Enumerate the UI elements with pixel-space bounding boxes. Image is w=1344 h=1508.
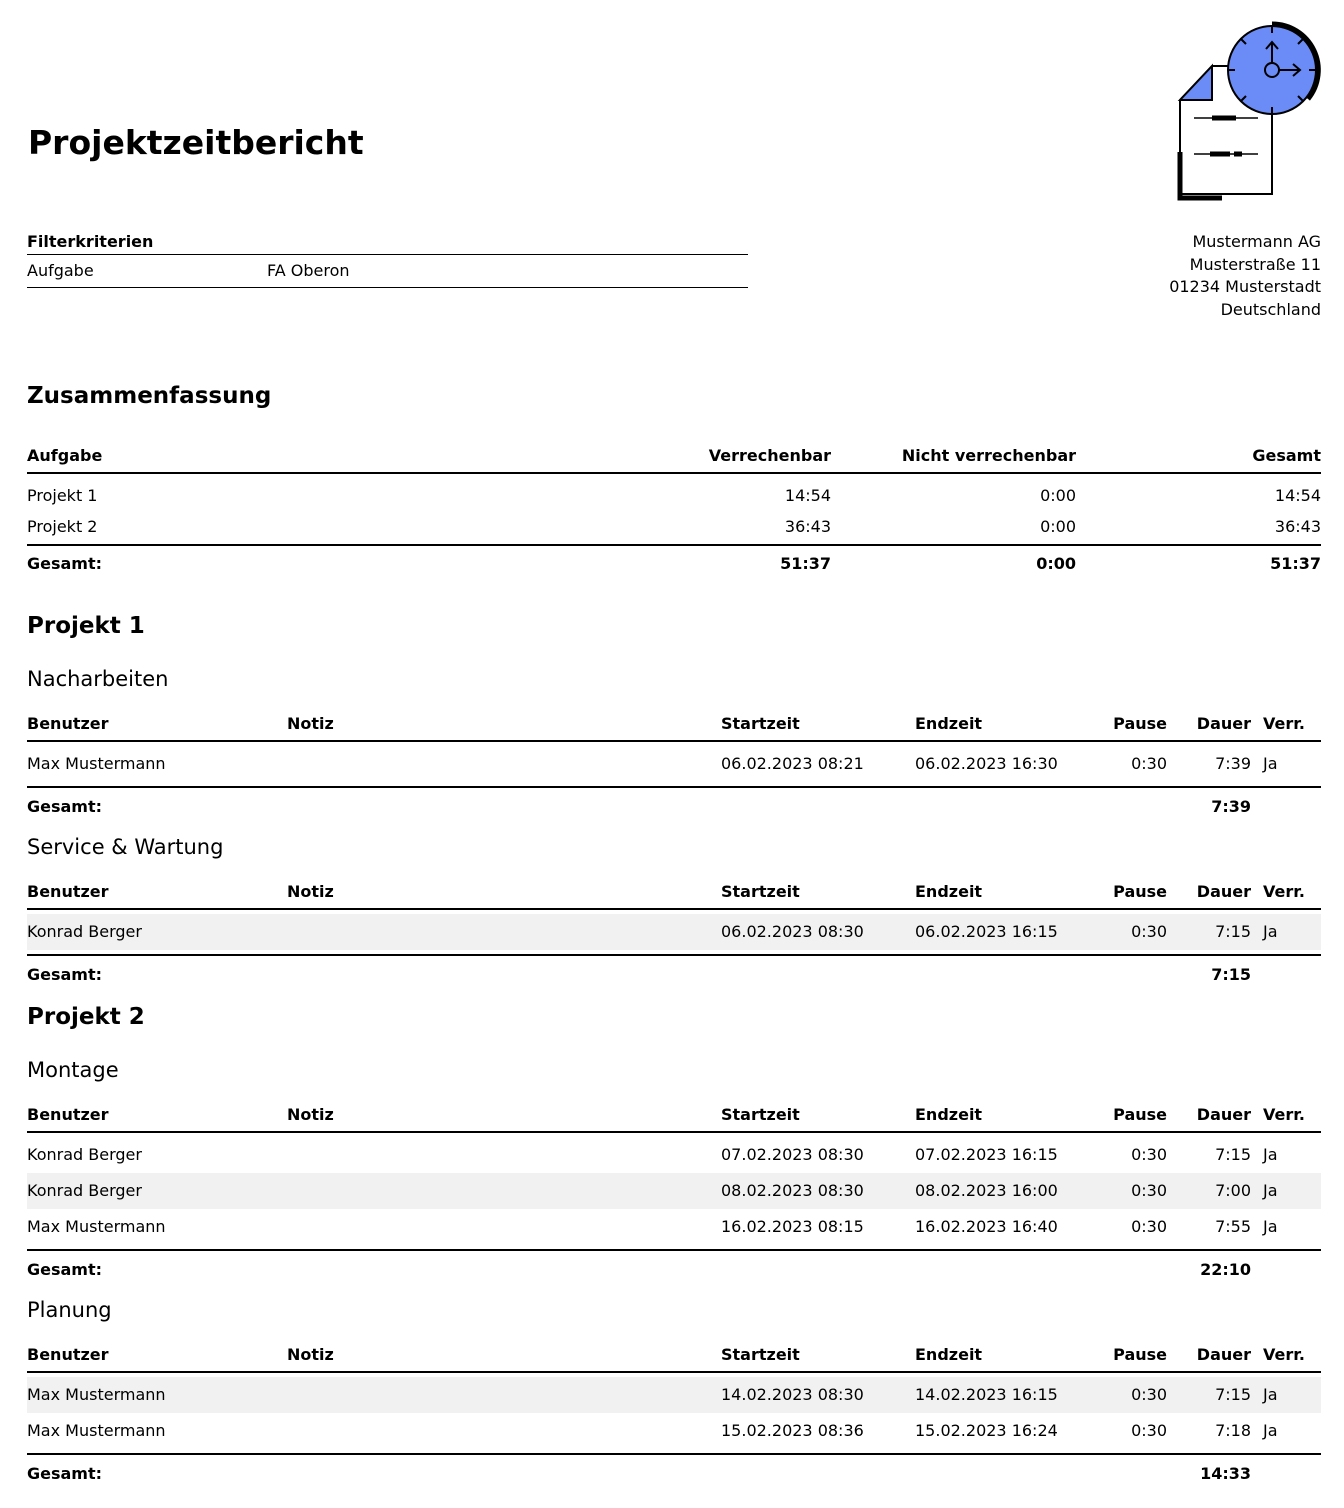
cell-verr: Ja bbox=[1263, 922, 1278, 941]
company-street: Musterstraße 11 bbox=[1189, 254, 1321, 274]
filter-row bbox=[27, 255, 748, 288]
column-header-startzeit: Startzeit bbox=[721, 882, 800, 901]
summary-cell-nonbillable: 0:00 bbox=[1040, 486, 1076, 505]
filter-value: FA Oberon bbox=[267, 261, 350, 280]
column-header-endzeit: Endzeit bbox=[915, 1105, 983, 1124]
filter-heading: Filterkriterien bbox=[27, 232, 154, 251]
summary-col-gesamt: Gesamt bbox=[1252, 446, 1321, 465]
cell-endzeit: 07.02.2023 16:15 bbox=[915, 1145, 1058, 1164]
cell-pause: 0:30 bbox=[1131, 754, 1167, 773]
cell-dauer: 7:15 bbox=[1215, 1145, 1251, 1164]
cell-dauer: 7:00 bbox=[1215, 1181, 1251, 1200]
total-duration: 14:33 bbox=[1200, 1464, 1251, 1483]
summary-cell-total: 14:54 bbox=[1274, 486, 1321, 505]
column-header-verr: Verr. bbox=[1263, 714, 1305, 733]
table-header-row bbox=[27, 1099, 1321, 1133]
project-heading: Projekt 1 bbox=[27, 613, 145, 639]
total-label: Gesamt: bbox=[27, 965, 103, 984]
summary-table bbox=[27, 442, 1321, 582]
cell-benutzer: Max Mustermann bbox=[27, 1421, 166, 1440]
column-header-notiz: Notiz bbox=[287, 882, 334, 901]
cell-dauer: 7:39 bbox=[1215, 754, 1251, 773]
column-header-notiz: Notiz bbox=[287, 714, 334, 733]
summary-total-nonbillable: 0:00 bbox=[1036, 554, 1076, 573]
column-header-endzeit: Endzeit bbox=[915, 882, 983, 901]
summary-col-verrechenbar: Verrechenbar bbox=[708, 446, 831, 465]
task-heading: Service & Wartung bbox=[27, 835, 224, 859]
cell-endzeit: 08.02.2023 16:00 bbox=[915, 1181, 1058, 1200]
column-header-startzeit: Startzeit bbox=[721, 714, 800, 733]
table-row bbox=[27, 1209, 1321, 1245]
cell-endzeit: 06.02.2023 16:30 bbox=[915, 754, 1058, 773]
document-clock-icon bbox=[1172, 18, 1336, 204]
table-header-row bbox=[27, 708, 1321, 742]
column-header-pause: Pause bbox=[1113, 1105, 1167, 1124]
summary-col-nicht-verrechenbar: Nicht verrechenbar bbox=[901, 446, 1076, 465]
summary-cell-nonbillable: 0:00 bbox=[1040, 517, 1076, 536]
summary-total-row bbox=[27, 544, 1321, 582]
table-row bbox=[27, 1137, 1321, 1173]
total-label: Gesamt: bbox=[27, 1260, 103, 1279]
time-entries-table bbox=[27, 1339, 1321, 1493]
total-label: Gesamt: bbox=[27, 797, 103, 816]
cell-benutzer: Konrad Berger bbox=[27, 922, 142, 941]
summary-row bbox=[27, 509, 1321, 540]
summary-cell-task: Projekt 2 bbox=[27, 517, 98, 536]
cell-startzeit: 06.02.2023 08:21 bbox=[721, 754, 864, 773]
cell-benutzer: Konrad Berger bbox=[27, 1145, 142, 1164]
cell-verr: Ja bbox=[1263, 1217, 1278, 1236]
total-duration: 7:39 bbox=[1211, 797, 1251, 816]
column-header-benutzer: Benutzer bbox=[27, 1105, 109, 1124]
column-header-endzeit: Endzeit bbox=[915, 714, 983, 733]
company-name: Mustermann AG bbox=[1192, 232, 1321, 251]
table-row bbox=[27, 1173, 1321, 1209]
table-header-row bbox=[27, 1339, 1321, 1373]
cell-benutzer: Max Mustermann bbox=[27, 1385, 166, 1404]
total-label: Gesamt: bbox=[27, 1464, 103, 1483]
cell-endzeit: 15.02.2023 16:24 bbox=[915, 1421, 1058, 1440]
cell-verr: Ja bbox=[1263, 754, 1278, 773]
column-header-notiz: Notiz bbox=[287, 1105, 334, 1124]
column-header-pause: Pause bbox=[1113, 1345, 1167, 1364]
total-duration: 22:10 bbox=[1200, 1260, 1251, 1279]
summary-col-aufgabe: Aufgabe bbox=[27, 446, 103, 465]
task-heading: Planung bbox=[27, 1298, 112, 1322]
time-entries-table bbox=[27, 708, 1321, 826]
cell-dauer: 7:55 bbox=[1215, 1217, 1251, 1236]
cell-startzeit: 08.02.2023 08:30 bbox=[721, 1181, 864, 1200]
column-header-endzeit: Endzeit bbox=[915, 1345, 983, 1364]
table-total-row bbox=[27, 786, 1321, 826]
cell-pause: 0:30 bbox=[1131, 1145, 1167, 1164]
cell-pause: 0:30 bbox=[1131, 1385, 1167, 1404]
cell-startzeit: 06.02.2023 08:30 bbox=[721, 922, 864, 941]
table-row bbox=[27, 914, 1321, 950]
column-header-pause: Pause bbox=[1113, 882, 1167, 901]
table-total-row bbox=[27, 1453, 1321, 1493]
cell-pause: 0:30 bbox=[1131, 1181, 1167, 1200]
column-header-startzeit: Startzeit bbox=[721, 1345, 800, 1364]
time-entries-table bbox=[27, 876, 1321, 994]
table-total-row bbox=[27, 1249, 1321, 1289]
summary-cell-task: Projekt 1 bbox=[27, 486, 98, 505]
summary-cell-total: 36:43 bbox=[1274, 517, 1321, 536]
column-header-verr: Verr. bbox=[1263, 1345, 1305, 1364]
summary-total-label: Gesamt: bbox=[27, 554, 103, 573]
report-title: Projektzeitbericht bbox=[28, 123, 364, 162]
cell-benutzer: Konrad Berger bbox=[27, 1181, 142, 1200]
column-header-benutzer: Benutzer bbox=[27, 1345, 109, 1364]
cell-verr: Ja bbox=[1263, 1145, 1278, 1164]
filter-criteria bbox=[27, 230, 748, 288]
column-header-benutzer: Benutzer bbox=[27, 714, 109, 733]
company-country: Deutschland bbox=[1220, 300, 1321, 320]
cell-benutzer: Max Mustermann bbox=[27, 754, 166, 773]
cell-endzeit: 06.02.2023 16:15 bbox=[915, 922, 1058, 941]
column-header-dauer: Dauer bbox=[1196, 882, 1251, 901]
cell-startzeit: 07.02.2023 08:30 bbox=[721, 1145, 864, 1164]
cell-endzeit: 16.02.2023 16:40 bbox=[915, 1217, 1058, 1236]
task-heading: Nacharbeiten bbox=[27, 667, 169, 691]
column-header-verr: Verr. bbox=[1263, 1105, 1305, 1124]
column-header-startzeit: Startzeit bbox=[721, 1105, 800, 1124]
summary-cell-billable: 14:54 bbox=[784, 486, 831, 505]
column-header-dauer: Dauer bbox=[1196, 1345, 1251, 1364]
total-duration: 7:15 bbox=[1211, 965, 1251, 984]
filter-label: Aufgabe bbox=[27, 261, 94, 280]
task-heading: Montage bbox=[27, 1058, 119, 1082]
table-total-row bbox=[27, 954, 1321, 994]
summary-cell-billable: 36:43 bbox=[784, 517, 831, 536]
cell-pause: 0:30 bbox=[1131, 1217, 1167, 1236]
summary-heading: Zusammenfassung bbox=[27, 383, 272, 409]
cell-endzeit: 14.02.2023 16:15 bbox=[915, 1385, 1058, 1404]
column-header-notiz: Notiz bbox=[287, 1345, 334, 1364]
summary-header-row bbox=[27, 442, 1321, 474]
cell-dauer: 7:18 bbox=[1215, 1421, 1251, 1440]
column-header-pause: Pause bbox=[1113, 714, 1167, 733]
cell-startzeit: 15.02.2023 08:36 bbox=[721, 1421, 864, 1440]
cell-pause: 0:30 bbox=[1131, 1421, 1167, 1440]
cell-dauer: 7:15 bbox=[1215, 922, 1251, 941]
cell-pause: 0:30 bbox=[1131, 922, 1167, 941]
project-heading: Projekt 2 bbox=[27, 1004, 145, 1030]
summary-total-billable: 51:37 bbox=[780, 554, 831, 573]
company-address bbox=[1169, 231, 1321, 322]
table-row bbox=[27, 1413, 1321, 1449]
cell-benutzer: Max Mustermann bbox=[27, 1217, 166, 1236]
column-header-dauer: Dauer bbox=[1196, 714, 1251, 733]
time-entries-table bbox=[27, 1099, 1321, 1289]
column-header-dauer: Dauer bbox=[1196, 1105, 1251, 1124]
company-city: 01234 Musterstadt bbox=[1169, 277, 1321, 297]
column-header-benutzer: Benutzer bbox=[27, 882, 109, 901]
cell-verr: Ja bbox=[1263, 1421, 1278, 1440]
cell-startzeit: 14.02.2023 08:30 bbox=[721, 1385, 864, 1404]
cell-startzeit: 16.02.2023 08:15 bbox=[721, 1217, 864, 1236]
cell-dauer: 7:15 bbox=[1215, 1385, 1251, 1404]
cell-verr: Ja bbox=[1263, 1181, 1278, 1200]
table-header-row bbox=[27, 876, 1321, 910]
column-header-verr: Verr. bbox=[1263, 882, 1305, 901]
table-row bbox=[27, 1377, 1321, 1413]
summary-row bbox=[27, 478, 1321, 509]
table-row bbox=[27, 746, 1321, 782]
summary-total-gesamt: 51:37 bbox=[1270, 554, 1321, 573]
cell-verr: Ja bbox=[1263, 1385, 1278, 1404]
